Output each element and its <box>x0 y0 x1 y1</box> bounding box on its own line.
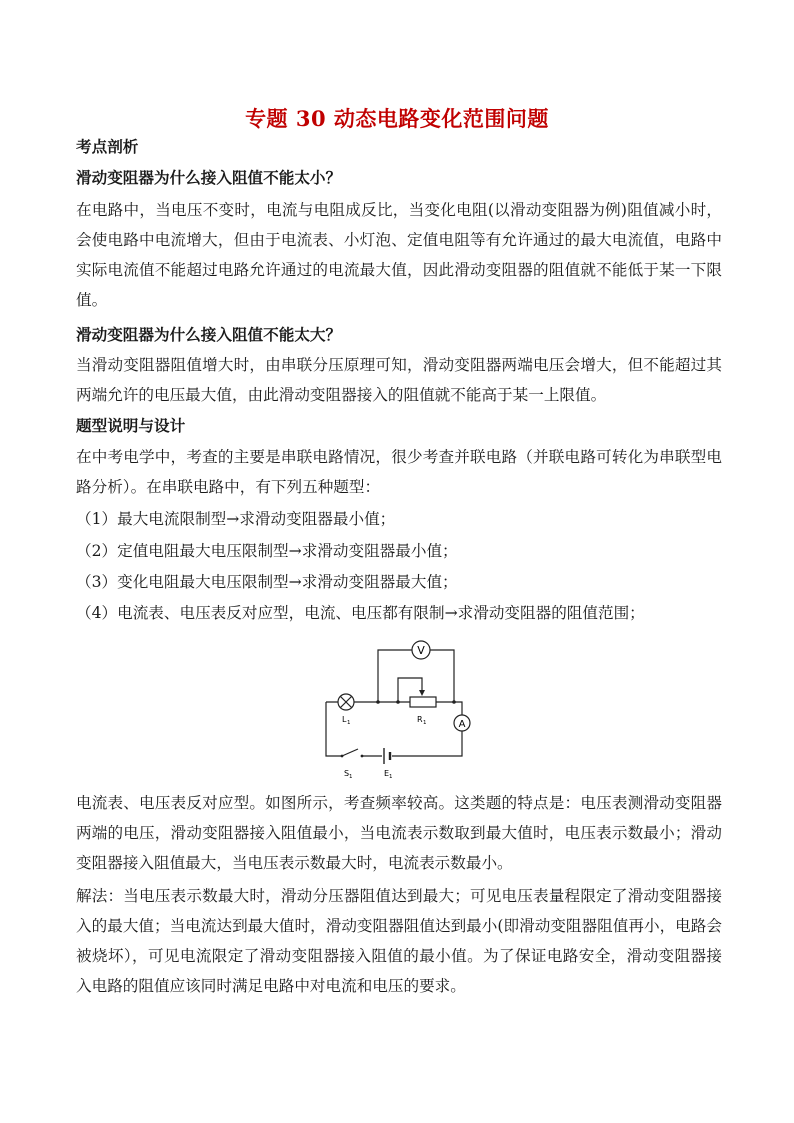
voltmeter-label: V <box>417 644 425 657</box>
switch-subscript: 1 <box>349 774 353 780</box>
rheostat-subscript: 1 <box>423 720 427 726</box>
design-heading: 题型说明与设计 <box>76 416 186 435</box>
switch-label: S <box>344 769 350 778</box>
list-item-4: （4）电流表、电压表反对应型，电流、电压都有限制→求滑动变阻器的阻值范围； <box>76 604 645 622</box>
battery-subscript: 1 <box>389 774 393 780</box>
left-wire <box>326 702 342 756</box>
list-item-2: （2）定值电阻最大电压限制型→求滑动变阻器最小值； <box>76 542 458 560</box>
list-item-1: （1）最大电流限制型→求滑动变阻器最小值； <box>76 510 396 528</box>
analysis-heading: 考点剖析 <box>76 137 139 156</box>
lamp-subscript: 1 <box>347 720 351 726</box>
paragraph-reverse-type: 电流表、电压表反对应型。如图所示，考查频率较高。这类题的特点是：电压表测滑动变阻器两端的电压，滑动变阻器接入阻值最小，当电流表示数取到最大值时，电压表示数最小；滑动变阻器接入阻值最大，当电压表示数最大时，电流表示数最小。 <box>76 794 722 872</box>
battery-label: E <box>384 769 390 778</box>
lamp-label: L <box>342 715 347 724</box>
switch-contact-right <box>361 755 364 758</box>
bottom-wire-right <box>392 730 462 756</box>
top-wire-right <box>454 702 462 716</box>
rheostat-icon <box>410 697 436 707</box>
page-title: 专题 30 动态电路变化范围问题 <box>245 106 549 131</box>
paragraph-too-large: 当滑动变阻器阻值增大时，由串联分压原理可知，滑动变阻器两端电压会增大，但不能超过其两端允许的电压最大值，由此滑动变阻器接入的阻值就不能高于某一上限值。 <box>76 356 722 404</box>
switch-lever <box>342 749 358 756</box>
ammeter-label: A <box>458 719 466 730</box>
circuit-diagram <box>300 630 500 790</box>
paragraph-solution: 解法：当电压表示数最大时，滑动分压器阻值达到最大；可见电压表量程限定了滑动变阻器接入的最大值；当电流达到最大值时，滑动变阻器阻值达到最小(即滑动变阻器阻值再小，电路会被烧坏），可见电流限定了滑动变阻器接入阻值的最小值。为了保证电路安全，滑动变阻器接入电路的阻值应该同时满足电路中对电流和电压的要求。 <box>76 887 722 995</box>
rheostat-label: R <box>417 715 423 724</box>
rheostat-arrow <box>419 690 425 696</box>
list-item-3: （3）变化电阻最大电压限制型→求滑动变阻器最大值； <box>76 573 458 591</box>
junction-right <box>452 700 456 704</box>
paragraph-question-types: 在中考电学中，考查的主要是串联电路情况，很少考查并联电路（并联电路可转化为串联型电路分析）。在串联电路中，有下列五种题型： <box>76 448 722 496</box>
junction-slider <box>396 700 400 704</box>
paragraph-too-small: 在电路中，当电压不变时，电流与电阻成反比，当变化电阻(以滑动变阻器为例)阻值减小时，会使电路中电流增大，但由于电流表、小灯泡、定值电阻等有允许通过的最大电流值，电路中实际电流值不能超过电路允许通过的电流最大值，因此滑动变阻器的阻值就不能低于某一下限值。 <box>76 201 722 309</box>
junction-left <box>376 700 380 704</box>
question-too-small-heading: 滑动变阻器为什么接入阻值不能太小？ <box>76 168 342 187</box>
question-too-large-heading: 滑动变阻器为什么接入阻值不能太大？ <box>76 325 342 344</box>
